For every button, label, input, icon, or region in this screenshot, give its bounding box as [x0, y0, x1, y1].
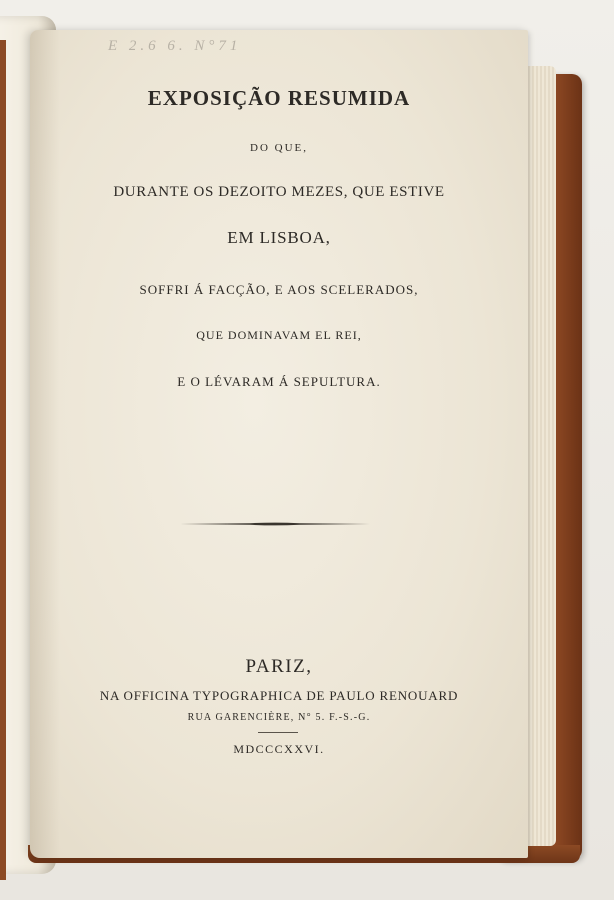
title-line-3: SOFFRI Á FACÇÃO, E AOS SCELERADOS, [139, 282, 419, 297]
imprint-year: MDCCCXXVI. [233, 742, 325, 756]
imprint-street: RUA GARENCIÈRE, N° 5. F.-S.-G. [187, 712, 371, 723]
imprint-printer: NA OFFICINA TYPOGRAPHICA DE PAULO RENOUARD [99, 688, 459, 703]
title-line-do-que: DO QUE, [250, 142, 308, 154]
title-line-5: E O LÉVARAM Á SEPULTURA. [177, 374, 381, 389]
page-gutter-shadow [30, 30, 60, 858]
title-page [30, 30, 528, 858]
imprint-place: PARIZ, [245, 656, 313, 677]
title-line-1: DURANTE OS DEZOITO MEZES, QUE ESTIVE [113, 184, 445, 200]
title-line-2: EM LISBOA, [227, 228, 331, 247]
pencil-annotation: E 2.6 6. N°71 [108, 38, 242, 54]
imprint-rule [258, 732, 298, 733]
title-line-4: QUE DOMINAVAM EL REI, [196, 328, 362, 342]
book-title: EXPOSIÇÃO RESUMIDA [147, 86, 411, 110]
left-cover-edge [0, 40, 6, 880]
ornamental-rule [180, 522, 370, 526]
